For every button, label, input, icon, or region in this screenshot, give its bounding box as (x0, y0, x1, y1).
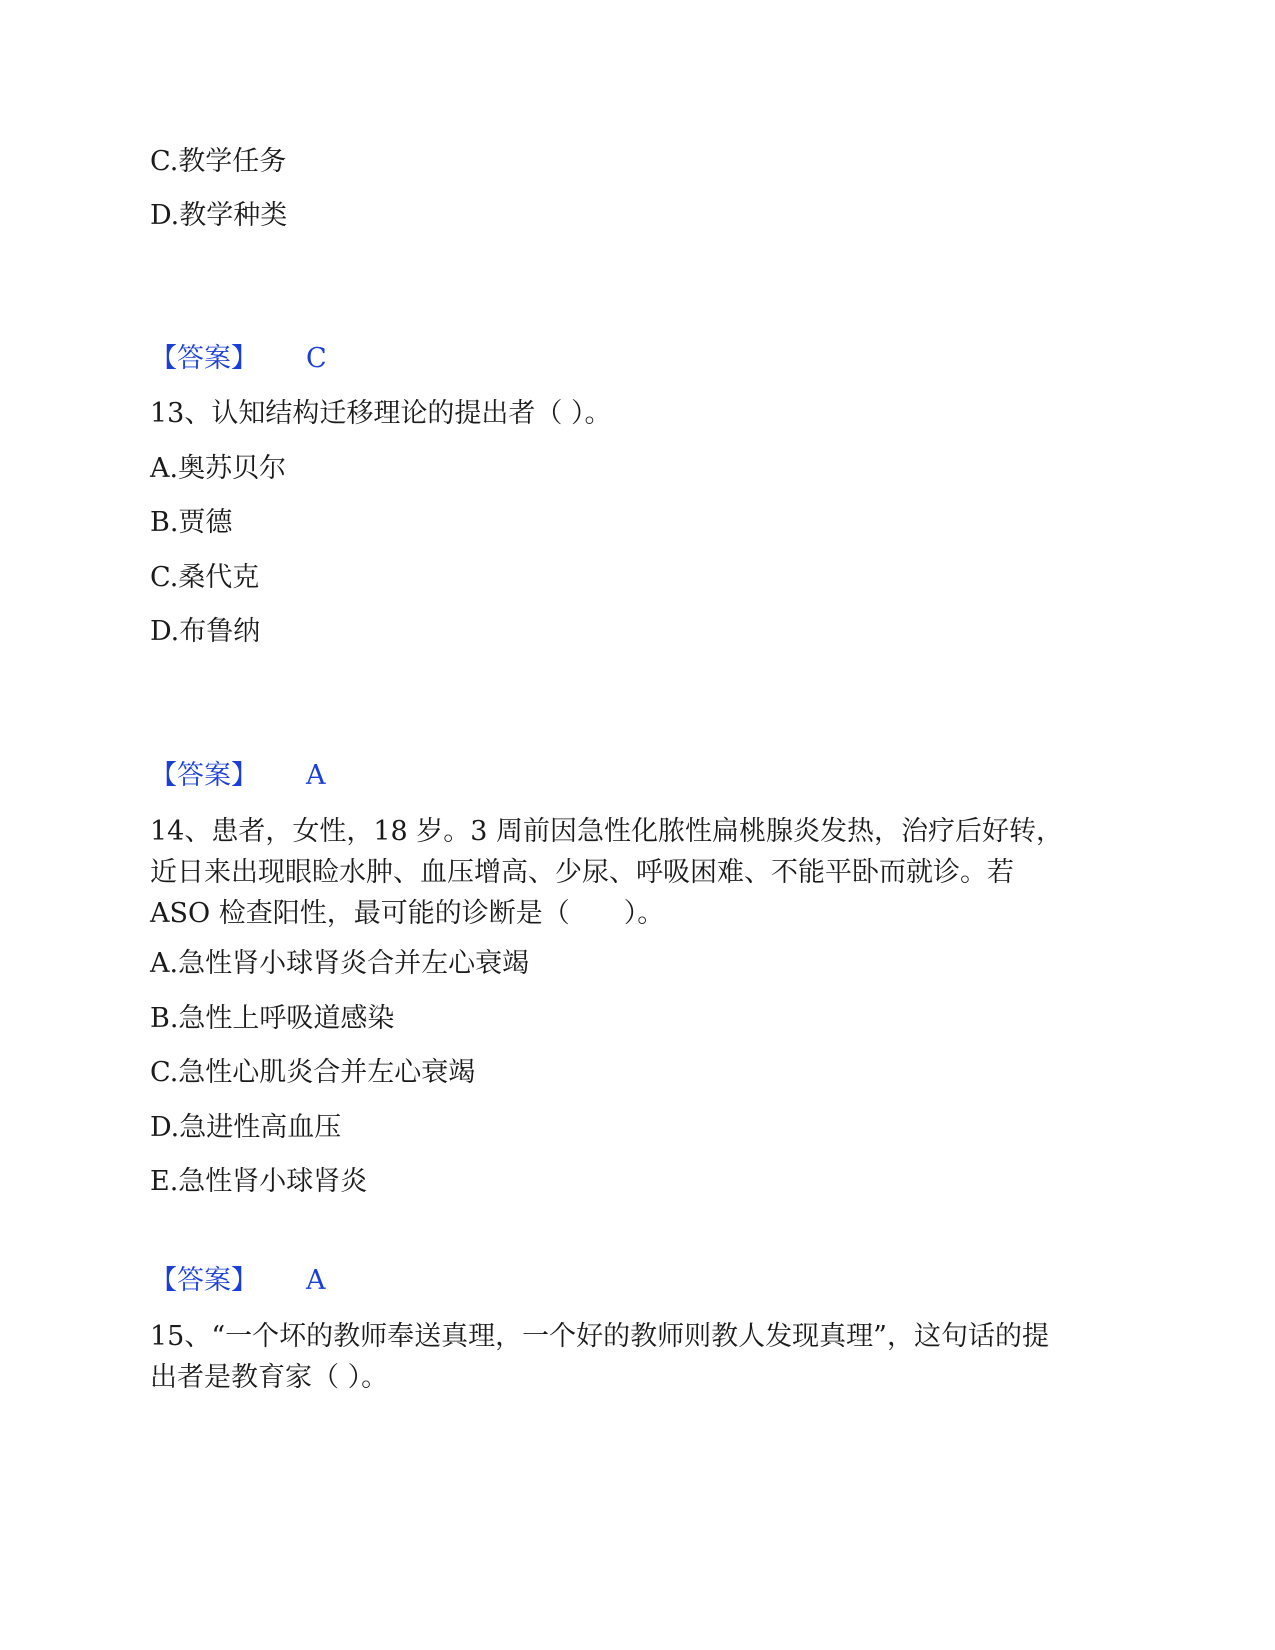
answer-value: A (306, 760, 326, 791)
q13-option-d: D.布鲁纳 (150, 616, 261, 647)
q15-stem-line: 15、“一个坏的教师奉送真理，一个好的教师则教人发现真理”，这句话的提 (150, 1321, 1049, 1352)
q14-option-a: A.急性肾小球肾炎合并左心衰竭 (150, 948, 530, 979)
q14-option-c: C.急性心肌炎合并左心衰竭 (150, 1057, 476, 1088)
q13-option-c: C.桑代克 (150, 562, 260, 593)
q15-stem (150, 1316, 1110, 1398)
q12-option-c: C.教学任务 (150, 146, 287, 177)
q15-stem-line: 出者是教育家（ ）。 (150, 1362, 389, 1393)
q14-stem (150, 811, 1110, 934)
q14-answer (150, 1261, 326, 1301)
q14-option-b: B.急性上呼吸道感染 (150, 1003, 395, 1034)
q14-option-e: E.急性肾小球肾炎 (150, 1166, 368, 1197)
q14-stem-line: 近日来出现眼睑水肿、血压增高、少尿、呼吸困难、不能平卧而就诊。若 (150, 857, 1014, 888)
answer-value: C (306, 343, 327, 374)
q14-option-d: D.急进性高血压 (150, 1112, 342, 1143)
answer-label: 【答案】 (150, 760, 258, 791)
answer-value: A (306, 1265, 326, 1296)
q12-answer (150, 339, 327, 379)
q14-stem-line: 14、患者，女性，18 岁。3 周前因急性化脓性扁桃腺炎发热，治疗后好转， (150, 816, 1064, 847)
q14-stem-line: ASO 检查阳性，最可能的诊断是（ ）。 (150, 898, 665, 929)
q13-stem: 13、认知结构迁移理论的提出者（ ）。 (150, 398, 612, 429)
answer-label: 【答案】 (150, 343, 258, 374)
q13-answer (150, 756, 326, 796)
q13-option-b: B.贾德 (150, 507, 233, 538)
q13-option-a: A.奥苏贝尔 (150, 453, 287, 484)
answer-label: 【答案】 (150, 1265, 258, 1296)
q12-option-d: D.教学种类 (150, 200, 288, 231)
